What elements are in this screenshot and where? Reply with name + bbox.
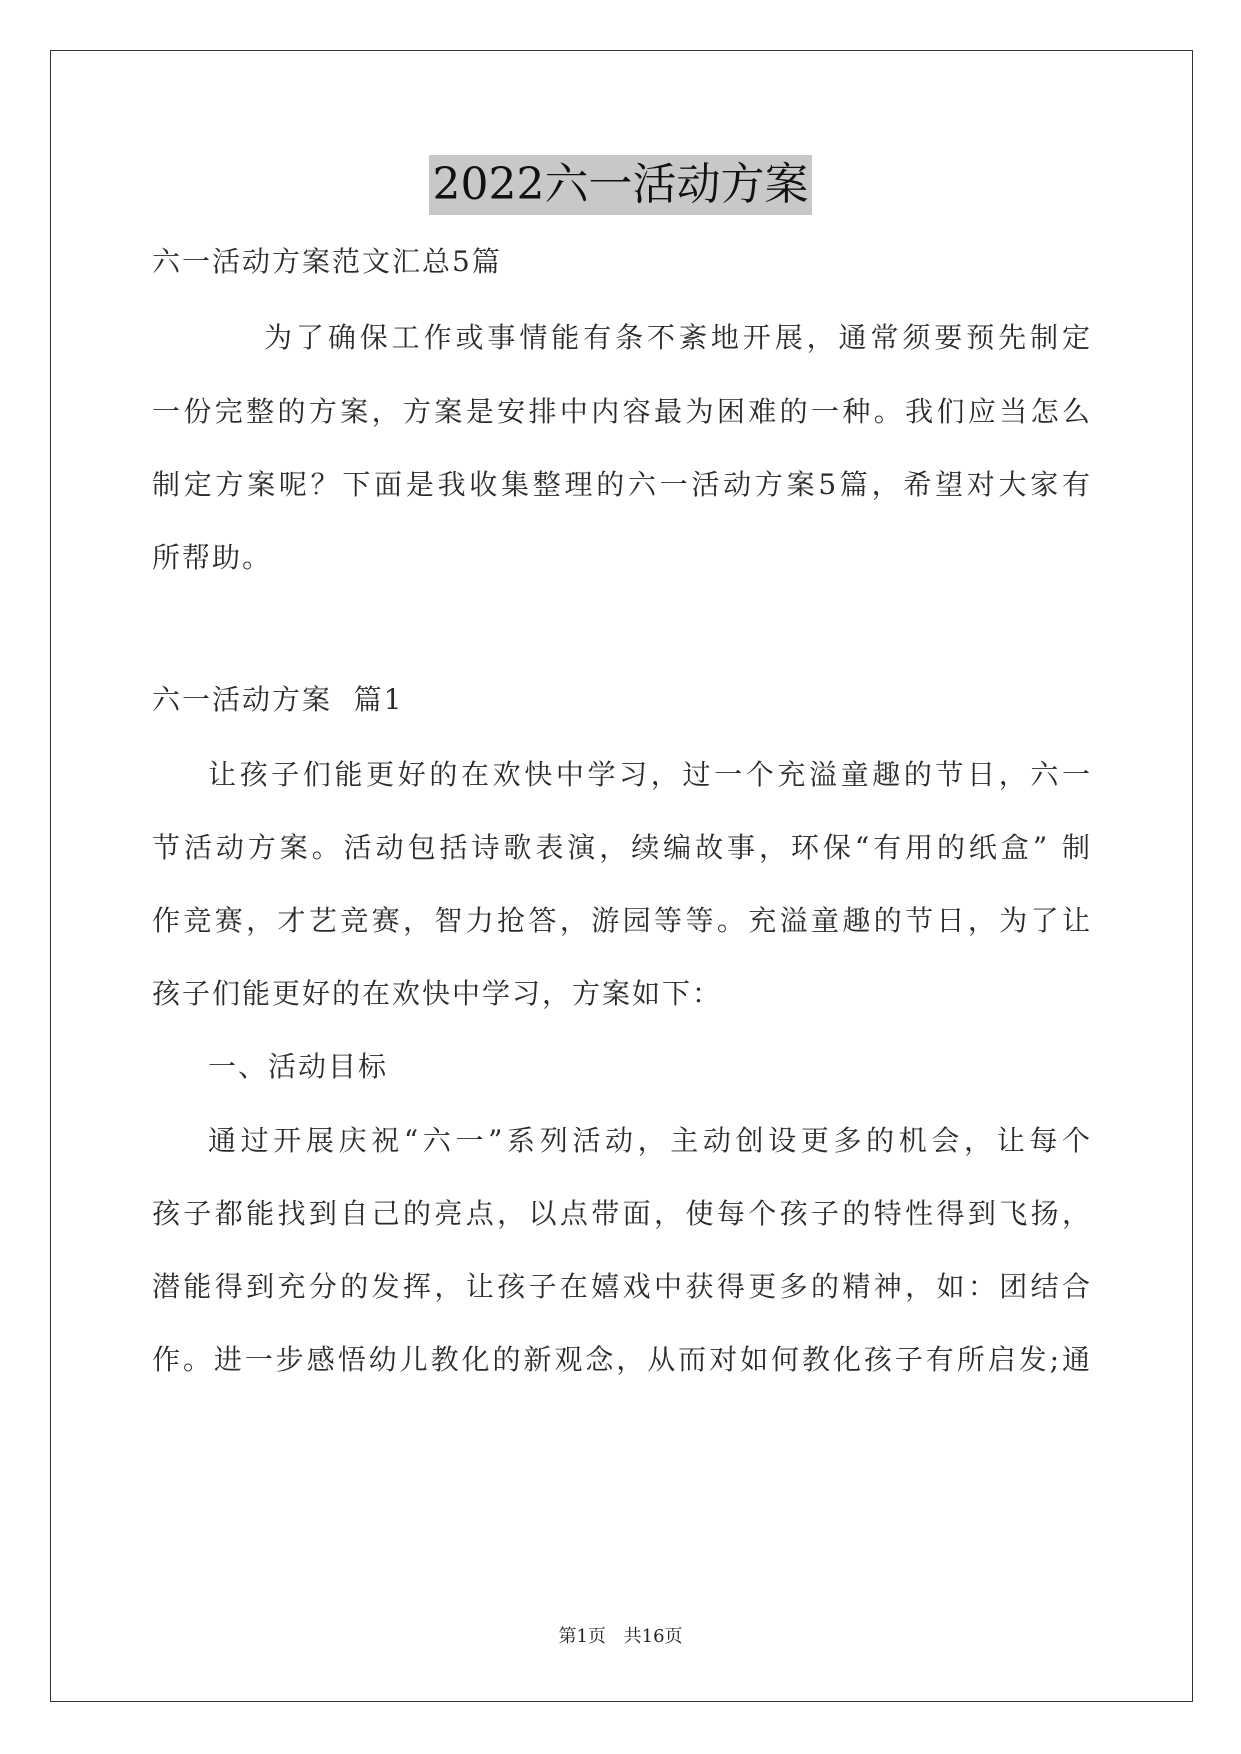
intro-line-1: 为了确保工作或事情能有条不紊地开展，通常须要预先制定 — [264, 321, 1092, 354]
para1-line-4: 孩子们能更好的在欢快中学习，方案如下： — [152, 977, 723, 1010]
sub-heading: 一、活动目标 — [208, 1050, 389, 1083]
page-number: 第1页 — [558, 1626, 606, 1647]
para2-line-1: 通过开展庆祝“六一”系列活动，主动创设更多的机会，让每个 — [208, 1124, 1092, 1157]
para1-line-2: 节活动方案。活动包括诗歌表演，续编故事，环保“有用的纸盒” 制 — [152, 831, 1092, 864]
intro-line-3: 制定方案呢？下面是我收集整理的六一活动方案5篇，希望对大家有 — [152, 468, 1092, 501]
para2-line-3: 潜能得到充分的发挥，让孩子在嬉戏中获得更多的精神，如：团结合 — [152, 1270, 1092, 1303]
para1-line-3: 作竞赛，才艺竞赛，智力抢答，游园等等。充溢童趣的节日，为了让 — [152, 904, 1092, 937]
para2-line-2: 孩子都能找到自己的亮点，以点带面，使每个孩子的特性得到飞扬， — [152, 1197, 1092, 1230]
para1-line-1: 让孩子们能更好的在欢快中学习，过一个充溢童趣的节日，六一 — [208, 758, 1092, 791]
page-footer — [0, 1622, 1241, 1648]
page-total: 共16页 — [623, 1626, 683, 1647]
intro-line-4: 所帮助。 — [152, 541, 273, 574]
para2-line-4: 作。进一步感悟幼儿教化的新观念，从而对如何教化孩子有所启发;通 — [152, 1343, 1092, 1376]
intro-line-2: 一份完整的方案，方案是安排中内容最为困难的一种。我们应当怎么 — [152, 395, 1092, 428]
section-heading: 六一活动方案 篇1 — [152, 683, 404, 716]
document-title: 2022六一活动方案 — [429, 155, 813, 215]
subtitle: 六一活动方案范文汇总5篇 — [152, 245, 502, 278]
title-container — [0, 155, 1241, 215]
page-border — [50, 50, 1193, 1702]
